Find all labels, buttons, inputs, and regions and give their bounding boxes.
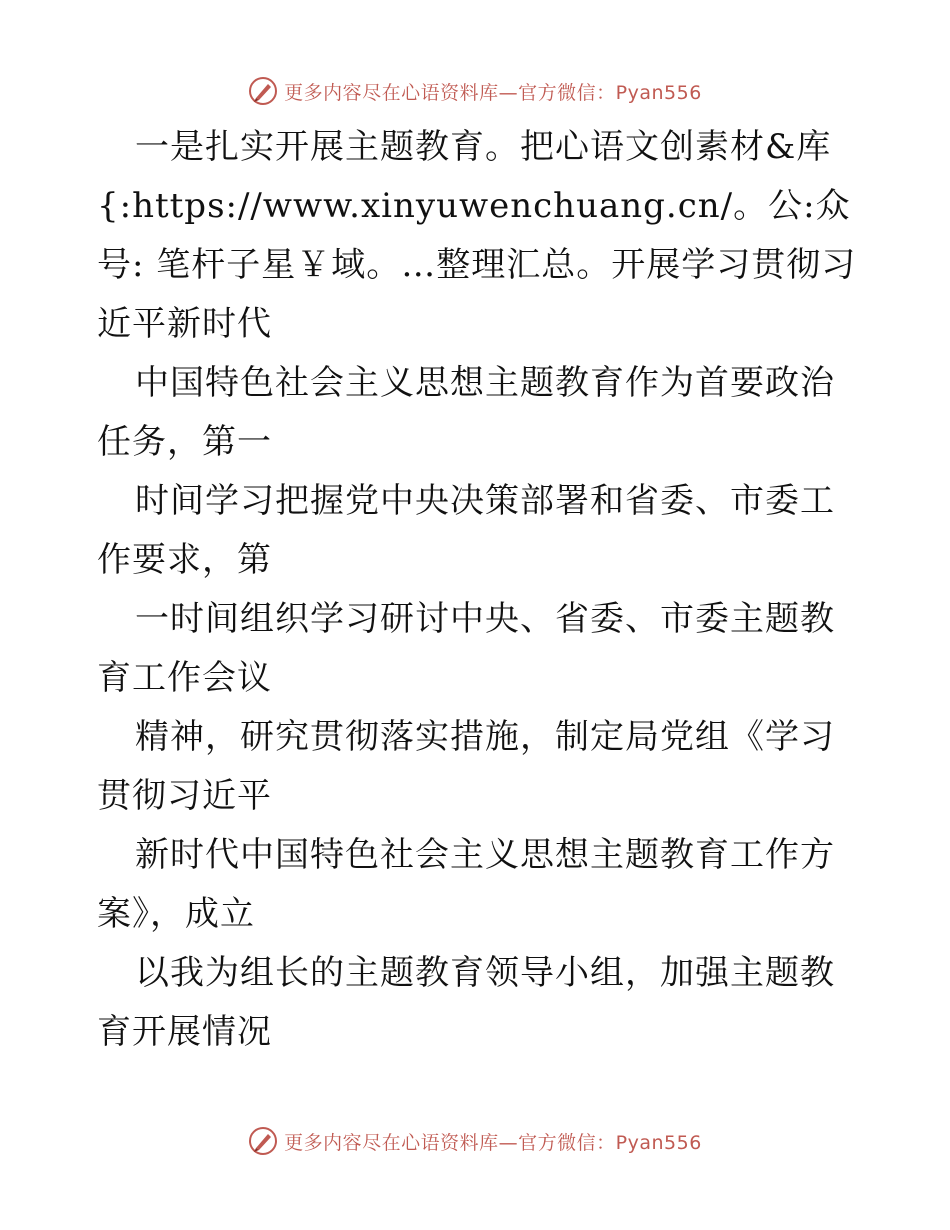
footer-watermark-text: 更多内容尽在心语资料库—官方微信：Pyan556	[284, 1131, 702, 1154]
paragraph-3: 时间学习把握党中央决策部署和省委、市委工作要求，第	[97, 481, 835, 580]
footer-watermark	[0, 1124, 950, 1158]
document-body	[97, 118, 857, 1062]
paragraph-5: 精神，研究贯彻落实措施，制定局党组《学习贯彻习近平	[97, 717, 835, 816]
paragraph-4: 一时间组织学习研讨中央、省委、市委主题教育工作会议	[97, 599, 835, 698]
header-watermark-text: 更多内容尽在心语资料库—官方微信：Pyan556	[284, 81, 702, 104]
paragraph-6: 新时代中国特色社会主义思想主题教育工作方案》，成立	[97, 835, 835, 934]
pen-logo-icon	[248, 76, 278, 106]
paragraph-1: 一是扎实开展主题教育。把心语文创素材&库{:https://www.xinyuwenchuang.cn/。公:众号: 笔杆子星￥域。…整理汇总。开展学习贯彻习近平新时代	[97, 127, 857, 344]
header-watermark	[0, 74, 950, 108]
pen-logo-icon	[248, 1126, 278, 1156]
paragraph-7: 以我为组长的主题教育领导小组，加强主题教育开展情况	[97, 953, 835, 1052]
paragraph-2: 中国特色社会主义思想主题教育作为首要政治任务，第一	[97, 363, 835, 462]
